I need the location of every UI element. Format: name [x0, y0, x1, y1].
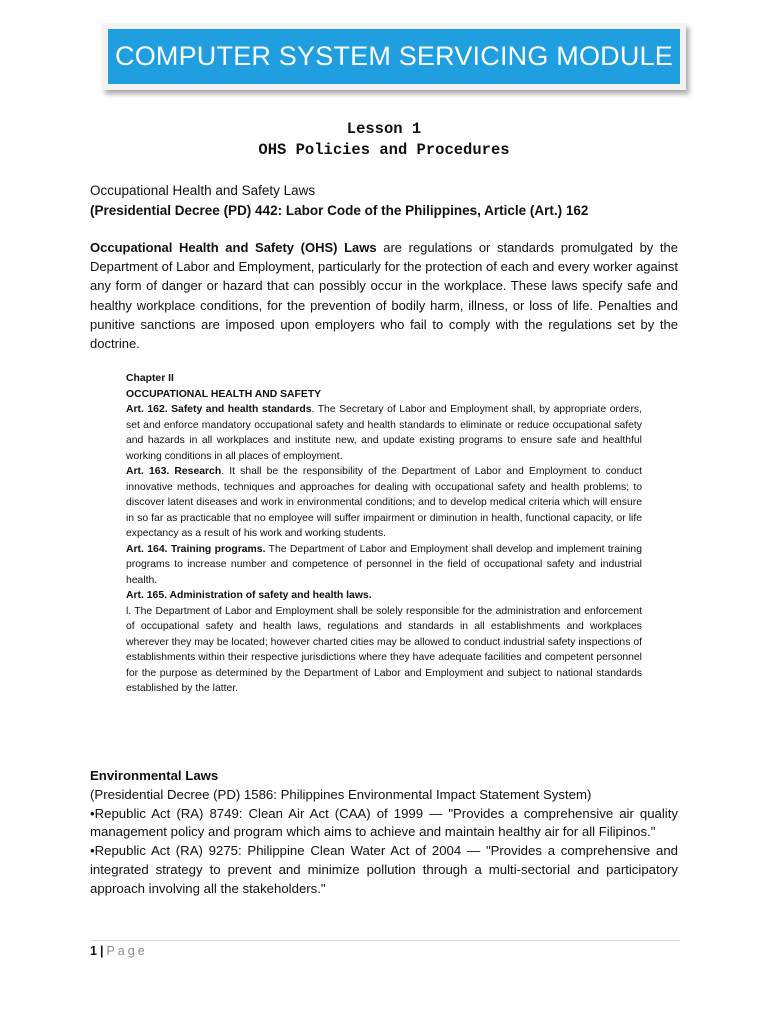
- env-pd1586: (Presidential Decree (PD) 1586: Philippines Environmental Impact Statement System): [90, 786, 592, 802]
- article-163: [126, 464, 642, 542]
- module-banner: [102, 23, 686, 90]
- ohs-laws-heading: Occupational Health and Safety Laws: [90, 183, 316, 198]
- article-164-text: The Department of Labor and Employment shall develop and implement training programs to increase number and competence of personnel in the field of occupational safety and industrial health.: [126, 543, 642, 586]
- page-footer: [90, 944, 148, 958]
- chapter-label: Chapter II: [126, 373, 174, 384]
- ohs-laws-term: Occupational Health and Safety (OHS) Laws: [90, 240, 377, 255]
- environmental-laws: [90, 767, 678, 899]
- article-162-heading: Art. 162. Safety and health standards: [126, 404, 312, 415]
- ohs-laws-subheading: (Presidential Decree (PD) 442: Labor Code of the Philippines, Article (Art.) 162: [90, 203, 589, 218]
- ohs-laws-intro: [90, 238, 678, 353]
- page-number: 1: [90, 944, 97, 958]
- lesson-title: OHS Policies and Procedures: [258, 141, 510, 159]
- ohs-laws-definition: are regulations or standards promulgated by the Department of Labor and Employment, particularly for the protection of each and every worker against any form of danger or hazard that can possibly occur in the workplace. These laws specify safe and healthy workplace conditions, for the prevention of bodily harm, illness, or loss of life. Penalties and punitive sanctions are imposed upon employers who fail to comply with the regulations set by the doctrine.: [90, 240, 678, 352]
- article-162: [126, 402, 642, 464]
- env-ra8749: •Republic Act (RA) 8749: Clean Air Act (CAA) of 1999 — "Provides a comprehensive air quality management policy and program which aims to achieve and maintain healthy air for all Filipinos.": [90, 805, 678, 840]
- article-165-text: l. The Department of Labor and Employment shall be solely responsible for the administration and enforcement of occupational safety and health laws, regulations and standards in all establishments and workplaces wherever they may be located; however charted cities may be allowed to conduct industrial safety inspections of establishments within their respective jurisdictions where they have adequate facilities and competent personnel for the purpose as determined by the Department of Labor and Employment and subject to national standards established by the latter.: [126, 605, 642, 694]
- article-163-text: . It shall be the responsibility of the Department of Labor and Employment to conduct innovative methods, techniques and approaches for dealing with occupational safety and health problems; to discover latent diseases and work in environmental conditions; and to develop medical criteria which will ensure in so far as practicable that no employee will suffer impairment or diminution in health, functional capacity, or life expectancy as a result of his work and working students.: [126, 466, 642, 539]
- env-laws-heading: Environmental Laws: [90, 768, 219, 783]
- article-165-heading: Art. 165. Administration of safety and health laws.: [126, 590, 372, 601]
- footer-divider: [90, 940, 680, 941]
- labor-code-excerpt: [126, 371, 642, 697]
- module-title: COMPUTER SYSTEM SERVICING MODULE: [108, 29, 680, 84]
- footer-separator: |: [99, 944, 104, 958]
- article-162-text: . The Secretary of Labor and Employment shall, by appropriate orders, set and enforce mandatory occupational safety and health standards to eliminate or reduce occupational safety and hazards in all workplaces and institute new, and update existing programs to ensure safe and healthful working conditions in all places of employment.: [126, 404, 642, 462]
- page-word: Page: [106, 944, 148, 958]
- article-164-heading: Art. 164. Training programs.: [126, 543, 266, 555]
- chapter-title: OCCUPATIONAL HEALTH AND SAFETY: [126, 388, 322, 400]
- lesson-number: Lesson 1: [346, 120, 422, 138]
- article-164: [126, 542, 642, 589]
- article-163-heading: Art. 163. Research: [126, 466, 222, 477]
- env-ra9275: •Republic Act (RA) 9275: Philippine Clean Water Act of 2004 — "Provides a comprehensive and integrated strategy to prevent and minimize pollution through a multi-sectorial and participatory approach involving all the stakeholders.": [90, 843, 678, 896]
